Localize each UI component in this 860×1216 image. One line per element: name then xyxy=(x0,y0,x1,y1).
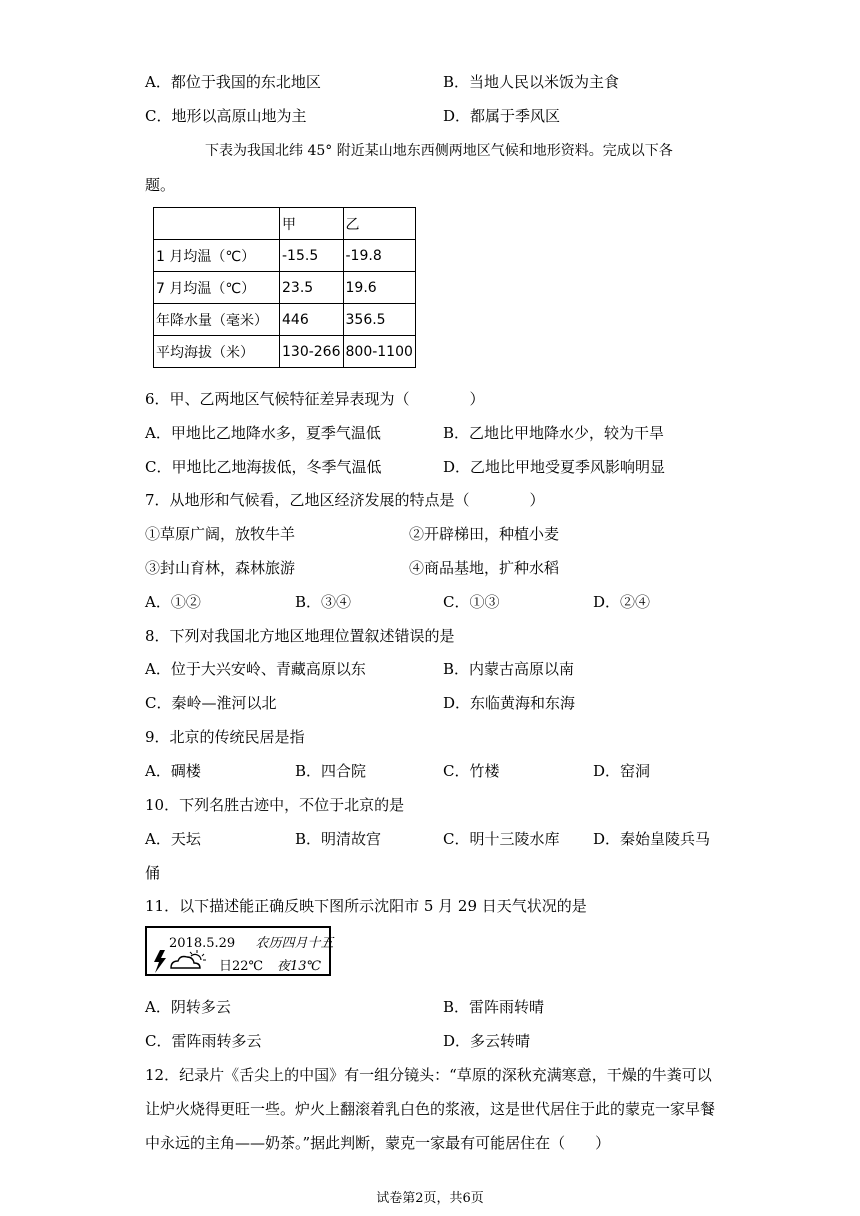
q5-option-b: B．当地人民以米饭为主食 xyxy=(443,73,620,91)
intro-text: 下表为我国北纬 45° 附近某山地东西侧两地区气候和地形资料。完成以下各 xyxy=(205,143,673,159)
q12-stem-line-2: 让炉火烧得更旺一些。炉火上翻滚着乳白色的浆液，这是世代居住于此的蒙克一家早餐 xyxy=(145,1100,716,1118)
q10-option-d-cont: 俑 xyxy=(145,864,161,882)
q6-option-c: C．甲地比乙地海拔低，冬季气温低 xyxy=(145,458,382,476)
table-cell: 130-266 xyxy=(280,336,344,368)
weather-day-temp: 日22℃ xyxy=(219,959,264,974)
table-cell: 19.6 xyxy=(343,272,415,304)
q9-option-d: D．窑洞 xyxy=(593,762,651,780)
q7-option-d: D．②④ xyxy=(593,593,651,611)
table-cell: 年降水量（毫米） xyxy=(154,304,280,336)
q10-stem: 10．下列名胜古迹中，不位于北京的是 xyxy=(145,796,405,814)
q8-option-a: A．位于大兴安岭、青藏高原以东 xyxy=(145,660,366,678)
q9-option-b: B．四合院 xyxy=(295,762,367,780)
table-header-row xyxy=(154,208,416,240)
table-cell: 7 月均温（℃） xyxy=(154,272,280,304)
q9-option-c: C．竹楼 xyxy=(443,762,500,780)
climate-table xyxy=(153,207,416,368)
table-cell xyxy=(154,208,280,240)
table-cell: 800-1100 xyxy=(343,336,415,368)
q7-stem: 7．从地形和气候看，乙地区经济发展的特点是（ ） xyxy=(145,491,545,509)
table-cell: 1 月均温（℃） xyxy=(154,240,280,272)
q6-option-b: B．乙地比甲地降水少，较为干旱 xyxy=(443,424,665,442)
page-footer: 试卷第2页，共6页 xyxy=(376,1191,484,1206)
q10-option-c: C．明十三陵水库 xyxy=(443,830,560,848)
q9-stem: 9．北京的传统民居是指 xyxy=(145,728,305,746)
q9-option-a: A．碉楼 xyxy=(145,762,201,780)
q10-option-d: D．秦始皇陵兵马 xyxy=(593,830,711,848)
q10-option-b: B．明清故宫 xyxy=(295,830,382,848)
intro-text-cont: 题。 xyxy=(145,176,176,194)
q5-option-c: C．地形以高原山地为主 xyxy=(145,107,307,125)
q11-option-d: D．多云转晴 xyxy=(443,1032,531,1050)
table-cell: 23.5 xyxy=(280,272,344,304)
q11-option-b: B．雷阵雨转晴 xyxy=(443,998,545,1016)
q11-stem: 11．以下描述能正确反映下图所示沈阳市 5 月 29 日天气状况的是 xyxy=(145,897,587,915)
q6-stem: 6．甲、乙两地区气候特征差异表现为（ ） xyxy=(145,390,485,408)
table-row xyxy=(154,336,416,368)
q7-option-c: C．①③ xyxy=(443,593,500,611)
table-header-jia: 甲 xyxy=(280,208,344,240)
q8-option-b: B．内蒙古高原以南 xyxy=(443,660,575,678)
table-cell: -15.5 xyxy=(280,240,344,272)
table-cell: 356.5 xyxy=(343,304,415,336)
q11-option-c: C．雷阵雨转多云 xyxy=(145,1032,262,1050)
weather-card xyxy=(145,926,334,976)
thunderstorm-partly-cloudy-icon xyxy=(151,948,211,974)
weather-night-temp: 夜13℃ xyxy=(277,959,322,974)
q7-option-a: A．①② xyxy=(145,593,201,611)
table-row xyxy=(154,240,416,272)
q12-stem-line-3: 中永远的主角——奶茶。”据此判断，蒙克一家最有可能居住在（ ） xyxy=(145,1134,611,1152)
table-cell: 446 xyxy=(280,304,344,336)
q7-option-b: B．③④ xyxy=(295,593,352,611)
weather-lunar-date: 农历四月十五 xyxy=(255,936,334,951)
table-header-yi: 乙 xyxy=(343,208,415,240)
table-cell: -19.8 xyxy=(343,240,415,272)
q7-statement-1: ①草原广阔，放牧牛羊 xyxy=(145,525,296,543)
table-row xyxy=(154,304,416,336)
q7-statement-4: ④商品基地，扩种水稻 xyxy=(409,559,560,577)
weather-date: 2018.5.29 xyxy=(169,936,236,951)
q6-option-d: D．乙地比甲地受夏季风影响明显 xyxy=(443,458,666,476)
table-row xyxy=(154,272,416,304)
q6-option-a: A．甲地比乙地降水多，夏季气温低 xyxy=(145,424,381,442)
q7-statement-3: ③封山育林，森林旅游 xyxy=(145,559,296,577)
q8-stem: 8．下列对我国北方地区地理位置叙述错误的是 xyxy=(145,627,455,645)
table-cell: 平均海拔（米） xyxy=(154,336,280,368)
q8-option-d: D．东临黄海和东海 xyxy=(443,694,576,712)
q12-stem-line-1: 12．纪录片《舌尖上的中国》有一组分镜头：“草原的深秋充满寒意，干燥的牛粪可以 xyxy=(145,1066,712,1084)
q10-option-a: A．天坛 xyxy=(145,830,201,848)
q5-option-a: A．都位于我国的东北地区 xyxy=(145,73,321,91)
q5-option-d: D．都属于季风区 xyxy=(443,107,561,125)
q8-option-c: C．秦岭—淮河以北 xyxy=(145,694,277,712)
q11-option-a: A．阴转多云 xyxy=(145,998,231,1016)
q7-statement-2: ②开辟梯田，种植小麦 xyxy=(409,525,560,543)
